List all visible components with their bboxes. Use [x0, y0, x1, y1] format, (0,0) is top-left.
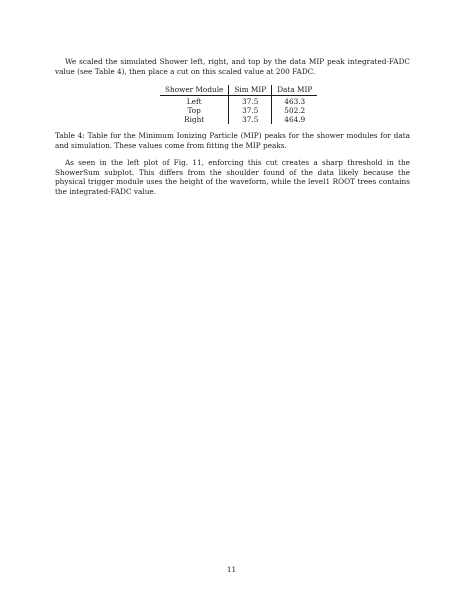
cell-module: Right	[160, 115, 229, 124]
page-number: 11	[226, 565, 237, 574]
header-shower-module: Shower Module	[160, 85, 229, 95]
cell-module: Top	[160, 106, 229, 115]
cell-sim-mip: 37.5	[229, 95, 272, 106]
paragraph-threshold-discussion: As seen in the left plot of Fig. 11, enforcing this cut creates a sharp threshold in the ShowerSum subplot. This differs from the shoulder found of the data likely because the physical trigger module uses the height of the waveform, while the level1 ROOT trees contains the integrated-FADC value.	[55, 158, 410, 196]
table-row	[160, 95, 317, 106]
table-row	[160, 106, 317, 115]
paragraph-scaling-description: We scaled the simulated Shower left, right, and top by the data MIP peak integrated-FADC value (see Table 4), then place a cut on this scaled value at 200 FADC.	[55, 57, 410, 76]
table-header-row	[160, 85, 317, 95]
header-data-mip: Data MIP	[272, 85, 318, 95]
cell-data-mip: 464.9	[284, 115, 306, 125]
cell-sim-mip: 37.5	[229, 115, 272, 124]
header-sim-mip: Sim MIP	[229, 85, 272, 95]
table-row	[160, 115, 317, 124]
table-caption: Table 4: Table for the Minimum Ionizing Particle (MIP) peaks for the shower modules for data and simulation. These values come from fitting the MIP peaks.	[55, 131, 410, 150]
cell-sim-mip: 37.5	[229, 106, 272, 115]
cell-module: Left	[160, 95, 229, 106]
cell-data-mip: 463.3	[284, 96, 306, 106]
cell-data-mip: 502.2	[284, 105, 306, 115]
mip-peaks-table	[160, 85, 317, 124]
